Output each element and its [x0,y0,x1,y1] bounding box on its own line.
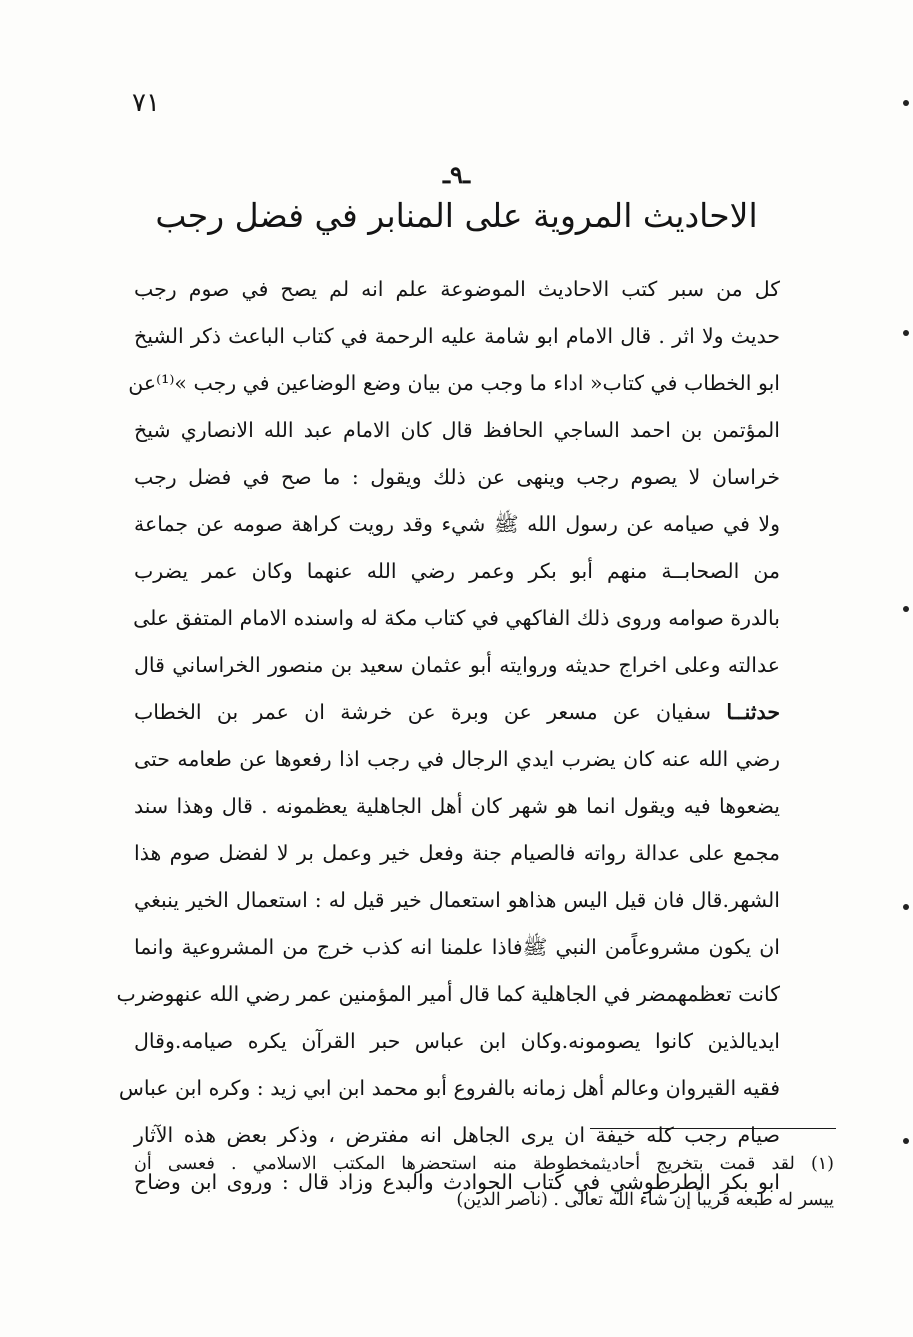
line-text: بالدرة صوامه وروى ذلك الفاكهي في كتاب مكة له واسنده الامام المتفق على [133,606,780,630]
text-line [134,595,780,642]
line-text: الشهر.قال فان قيل اليس هذاهو استعمال خير قيل له : استعمال الخير ينبغي [134,888,780,912]
line-text: ايديالذين كانوا يصومونه.وكان ابن عباس حبر القرآن يكره صيامه.وقال [134,1029,780,1053]
text-line [118,1065,780,1112]
footnote-line: (١) لقد قمت بتخريج أحاديثمخطوطة منه استحضرها المكتب الاسلامي . فعسى أن [134,1154,834,1174]
line-text: صيام رجب كله خيفة ان يرى الجاهل انه مفترض ، وذكر بعض هذه الآثار [134,1123,780,1147]
text-line [134,407,780,454]
line-text: كل من سبر كتب الاحاديث الموضوعة علم انه لم يصح في صوم رجب [134,277,780,301]
text-line [134,830,780,877]
lead-word: حدثنــا [726,700,780,724]
section-number: ـ٩ـ [443,160,470,189]
margin-dot [903,100,909,106]
line-text: ابو بكر الطرطوشي في كتاب الحوادث والبدع وزاد قال : وروى ابن وضاح [134,1170,780,1194]
line-text: ان يكون مشروعاًمن النبي ﷺفاذا علمنا انه كذب خرج من المشروعية وانما [134,935,780,959]
text-line [134,501,780,548]
line-text: ابو الخطاب في كتاب« اداء ما وجب من بيان وضع الوضاعين في رجب »⁽¹⁾عن [128,371,780,395]
margin-dot [903,904,909,910]
footnote-line: ييسر له طبعه قريباً إن شاء الله تعالى . (ناصر الدين) [456,1190,834,1210]
line-text: رضي الله عنه كان يضرب ايدي الرجال في رجب اذا رفعوها عن طعامه حتى [134,747,780,771]
footnotes [134,1146,834,1218]
page-number: ٧١ [132,88,160,118]
margin-dot [903,1138,909,1144]
line-text: حديث ولا اثر . قال الامام ابو شامة عليه الرحمة في كتاب الباعث ذكر الشيخ [134,324,780,348]
text-line [134,548,780,595]
line-text: سفيان عن مسعر عن وبرة عن خرشة ان عمر بن الخطاب [134,700,727,724]
line-text: فقيه القيروان وعالم أهل زمانه بالفروع أبو محمد ابن ابي زيد : وكره ابن عباس [118,1076,780,1100]
line-text: خراسان لا يصوم رجب وينهى عن ذلك ويقول : ما صح في فضل رجب [134,465,780,489]
line-text: من الصحابــة منهم أبو بكر وعمر رضي الله عنهما وكان عمر يضرب [134,559,780,583]
line-text: ولا في صيامه عن رسول الله ﷺ شيء وقد رويت كراهة صومه عن جماعة [134,512,780,536]
text-line [134,736,780,783]
text-line [134,266,780,313]
line-text: يضعوها فيه ويقول انما هو شهر كان أهل الجاهلية يعظمونه . قال وهذا سند [134,794,780,818]
body-text [116,266,780,1206]
margin-dot [903,606,909,612]
chapter-title: الاحاديث المروية على المنابر في فضل رجب [155,196,758,235]
text-line [134,313,780,360]
footnote-separator [590,1128,836,1129]
line-text: عدالته وعلى اخراج حديثه وروايته أبو عثمان سعيد بن منصور الخراساني قال [134,653,780,677]
text-line [134,877,780,924]
line-text: كانت تعظمهمضر في الجاهلية كما قال أمير المؤمنين عمر رضي الله عنهوضرب [116,982,780,1006]
text-line [134,924,780,971]
text-line [134,1018,780,1065]
text-line [134,454,780,501]
margin-dot [903,330,909,336]
line-text: مجمع على عدالة رواته فالصيام جنة وفعل خير وعمل بر لا لفضل صوم هذا [134,841,780,865]
text-line [134,689,780,736]
line-text: المؤتمن بن احمد الساجي الحافظ قال كان الامام عبد الله الانصاري شيخ [134,418,780,442]
text-line [128,360,780,407]
text-line [116,971,780,1018]
text-line [134,783,780,830]
text-line [134,642,780,689]
